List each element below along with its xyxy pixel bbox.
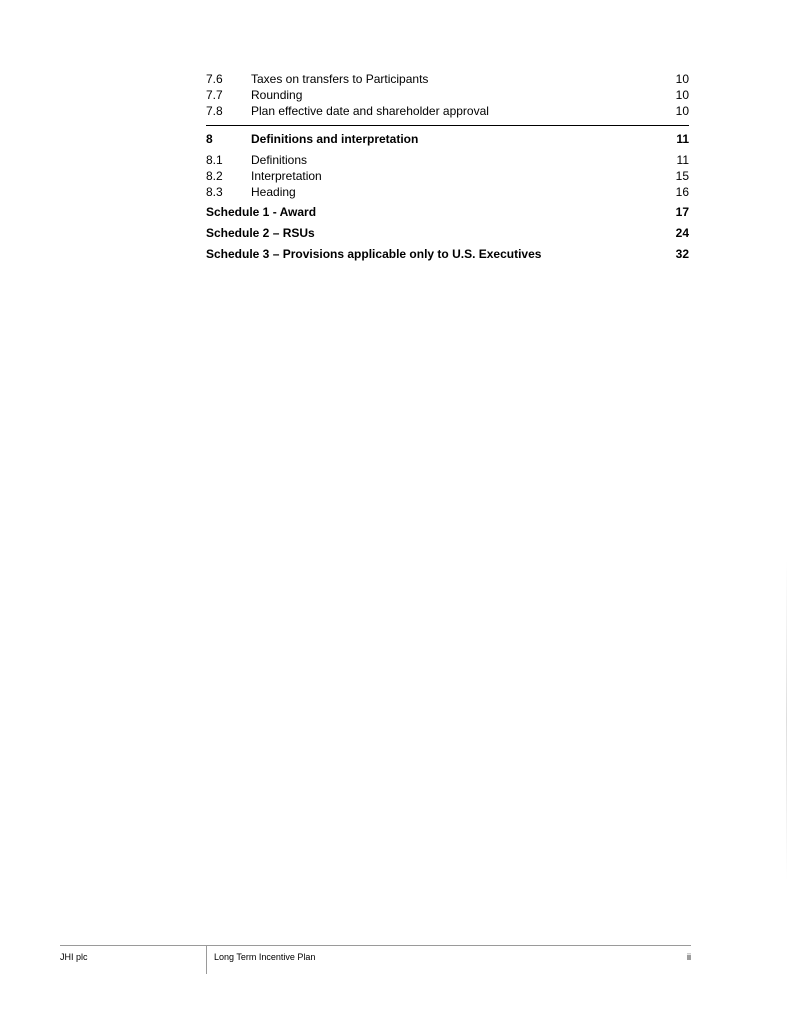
toc-entry-page: 10	[675, 104, 689, 118]
toc-entry-title: Heading	[251, 185, 296, 199]
toc-section-page: 11	[676, 132, 689, 146]
toc-entry-page: 10	[675, 88, 689, 102]
toc-entry-title: Interpretation	[251, 169, 322, 183]
toc-entry-7-6[interactable]	[206, 71, 689, 87]
toc-entry-number: 7.6	[206, 72, 223, 86]
page-footer	[60, 945, 691, 974]
page-edge-mark	[786, 560, 787, 880]
toc-entry-page: 10	[675, 72, 689, 86]
toc-schedule-title: Schedule 2 – RSUs	[206, 226, 315, 240]
toc-entry-number: 8.2	[206, 169, 223, 183]
toc-entry-number: 7.7	[206, 88, 223, 102]
toc-entry-7-7[interactable]	[206, 87, 689, 103]
toc-section-title: Definitions and interpretation	[251, 132, 419, 146]
toc-entry-page: 11	[676, 153, 689, 167]
toc-entry-7-8[interactable]	[206, 103, 689, 119]
toc-entry-number: 8.1	[206, 153, 223, 167]
toc-schedule-page: 24	[675, 226, 689, 240]
toc-entry-8-2[interactable]	[206, 168, 689, 184]
toc-schedule-2[interactable]	[206, 223, 689, 244]
footer-divider	[206, 946, 207, 974]
toc-schedule-page: 17	[675, 205, 689, 219]
table-of-contents	[206, 71, 689, 265]
toc-entry-title: Plan effective date and shareholder approval	[251, 104, 489, 118]
toc-entry-8-3[interactable]	[206, 184, 689, 200]
toc-schedule-1[interactable]	[206, 202, 689, 223]
toc-entry-number: 8.3	[206, 185, 223, 199]
toc-section-8[interactable]	[206, 125, 689, 148]
toc-entry-page: 15	[675, 169, 689, 183]
toc-entry-title: Taxes on transfers to Participants	[251, 72, 429, 86]
footer-document-title: Long Term Incentive Plan	[214, 952, 316, 962]
toc-schedule-title: Schedule 1 - Award	[206, 205, 317, 219]
toc-schedule-3[interactable]	[206, 244, 689, 265]
toc-schedule-title: Schedule 3 – Provisions applicable only to U.S. Executives	[206, 247, 542, 261]
toc-section-number: 8	[206, 132, 213, 146]
footer-company: JHI plc	[60, 952, 88, 962]
toc-entry-8-1[interactable]	[206, 152, 689, 168]
footer-page-number: ii	[687, 952, 691, 962]
toc-schedule-page: 32	[675, 247, 689, 261]
toc-entry-title: Rounding	[251, 88, 303, 102]
toc-entry-number: 7.8	[206, 104, 223, 118]
toc-entry-title: Definitions	[251, 153, 308, 167]
toc-entry-page: 16	[675, 185, 689, 199]
